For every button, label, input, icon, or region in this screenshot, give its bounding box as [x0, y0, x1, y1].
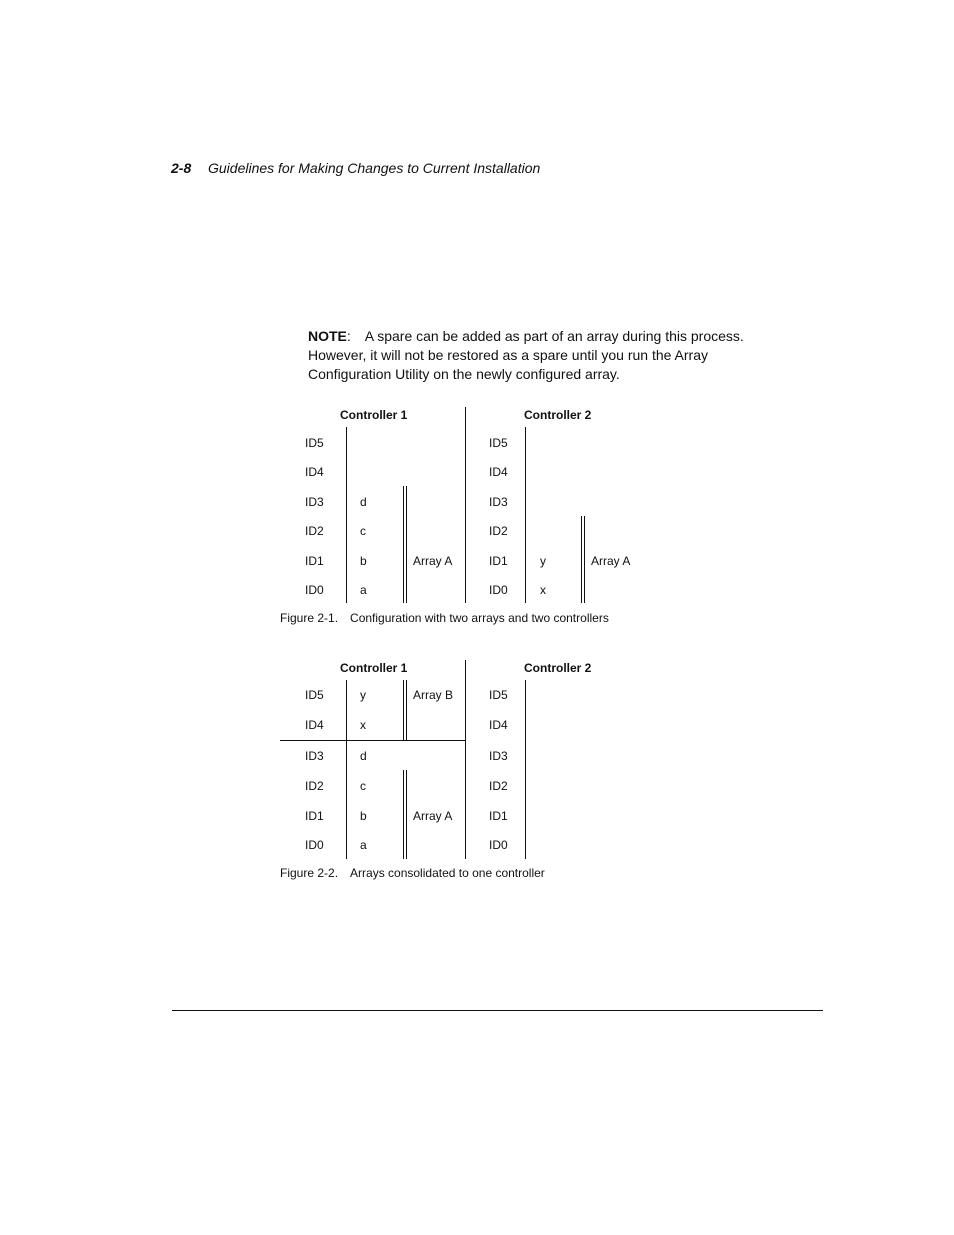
fig2-c1-id5: ID5	[305, 688, 324, 702]
fig1-c1-drive-a: a	[360, 583, 367, 597]
fig2-c1-drive-d: d	[360, 749, 367, 763]
fig1-c1-id0: ID0	[305, 583, 324, 597]
fig2-c1-id0: ID0	[305, 838, 324, 852]
fig2-c1-bus-line	[346, 680, 347, 859]
fig2-c1-array-b-label: Array B	[413, 688, 454, 702]
fig2-c2-id2: ID2	[489, 779, 508, 793]
fig1-c2-id5: ID5	[489, 436, 508, 450]
figure-2-1-caption-text: Configuration with two arrays and two controllers	[350, 611, 609, 625]
footer-rule	[172, 1010, 823, 1011]
fig1-controller-1-label: Controller 1	[340, 408, 408, 422]
fig2-controller-1-label: Controller 1	[340, 661, 408, 675]
note-colon: :	[346, 328, 351, 344]
fig2-c1-id1: ID1	[305, 809, 324, 823]
fig2-c1-id2: ID2	[305, 779, 324, 793]
fig2-c1-id4: ID4	[305, 718, 324, 732]
fig1-c2-drive-x: x	[540, 583, 546, 597]
fig2-c2-id3: ID3	[489, 749, 508, 763]
figure-2-2-caption-number: Figure 2-2.	[280, 866, 339, 880]
fig2-c1-array-a-label: Array A	[413, 809, 453, 823]
fig2-c1-drive-b: b	[360, 809, 367, 823]
fig1-c1-bus-line	[346, 427, 347, 603]
fig2-c1-drive-c: c	[360, 779, 366, 793]
fig1-c2-id2: ID2	[489, 524, 508, 538]
fig1-controller-divider	[465, 407, 466, 603]
fig2-controller-2-label: Controller 2	[524, 661, 592, 675]
fig2-c2-id5: ID5	[489, 688, 508, 702]
fig2-c2-id1: ID1	[489, 809, 508, 823]
fig1-c2-id1: ID1	[489, 554, 508, 568]
fig1-c1-array-a-bracket	[403, 486, 407, 603]
note-text: A spare can be added as part of an array during this process. However, it will not be restored as a spare until you run the Array Configuration Utility on the newly configured array.	[308, 328, 744, 382]
fig2-c1-drive-x: x	[360, 718, 366, 732]
fig1-c1-id4: ID4	[305, 465, 324, 479]
fig2-c2-bus-line	[525, 680, 526, 859]
fig2-c1-drive-y: y	[360, 688, 366, 702]
note-paragraph	[308, 327, 788, 384]
figure-2-1-caption-number: Figure 2-1.	[280, 611, 339, 625]
fig1-c2-id3: ID3	[489, 495, 508, 509]
fig1-c1-array-a-label: Array A	[413, 554, 453, 568]
fig2-c2-id4: ID4	[489, 718, 508, 732]
fig2-c1-array-b-bracket	[403, 680, 407, 740]
fig1-c1-drive-c: c	[360, 524, 366, 538]
fig1-c2-id0: ID0	[489, 583, 508, 597]
fig2-array-separator	[280, 740, 466, 741]
fig2-controller-divider	[465, 660, 466, 859]
figure-2-2-caption	[280, 866, 545, 880]
figure-2-2-caption-text: Arrays consolidated to one controller	[350, 866, 545, 880]
note-label: NOTE	[308, 328, 347, 344]
fig1-c2-drive-y: y	[540, 554, 546, 568]
fig1-c2-array-a-bracket	[581, 516, 585, 603]
fig1-c1-drive-b: b	[360, 554, 367, 568]
fig1-c1-id3: ID3	[305, 495, 324, 509]
fig2-c1-drive-a: a	[360, 838, 367, 852]
fig1-c1-id1: ID1	[305, 554, 324, 568]
fig1-c2-array-a-label: Array A	[591, 554, 631, 568]
running-header-title: Guidelines for Making Changes to Current Installation	[208, 160, 541, 176]
fig1-c1-drive-d: d	[360, 495, 367, 509]
fig1-c1-id2: ID2	[305, 524, 324, 538]
fig2-c2-id0: ID0	[489, 838, 508, 852]
fig1-c2-id4: ID4	[489, 465, 508, 479]
fig2-c1-array-a-bracket	[403, 770, 407, 859]
fig2-c1-id3: ID3	[305, 749, 324, 763]
page-number: 2-8	[171, 160, 192, 176]
fig1-controller-2-label: Controller 2	[524, 408, 592, 422]
fig1-c1-id5: ID5	[305, 436, 324, 450]
figure-2-1-caption	[280, 611, 609, 625]
fig1-c2-bus-line	[525, 427, 526, 603]
